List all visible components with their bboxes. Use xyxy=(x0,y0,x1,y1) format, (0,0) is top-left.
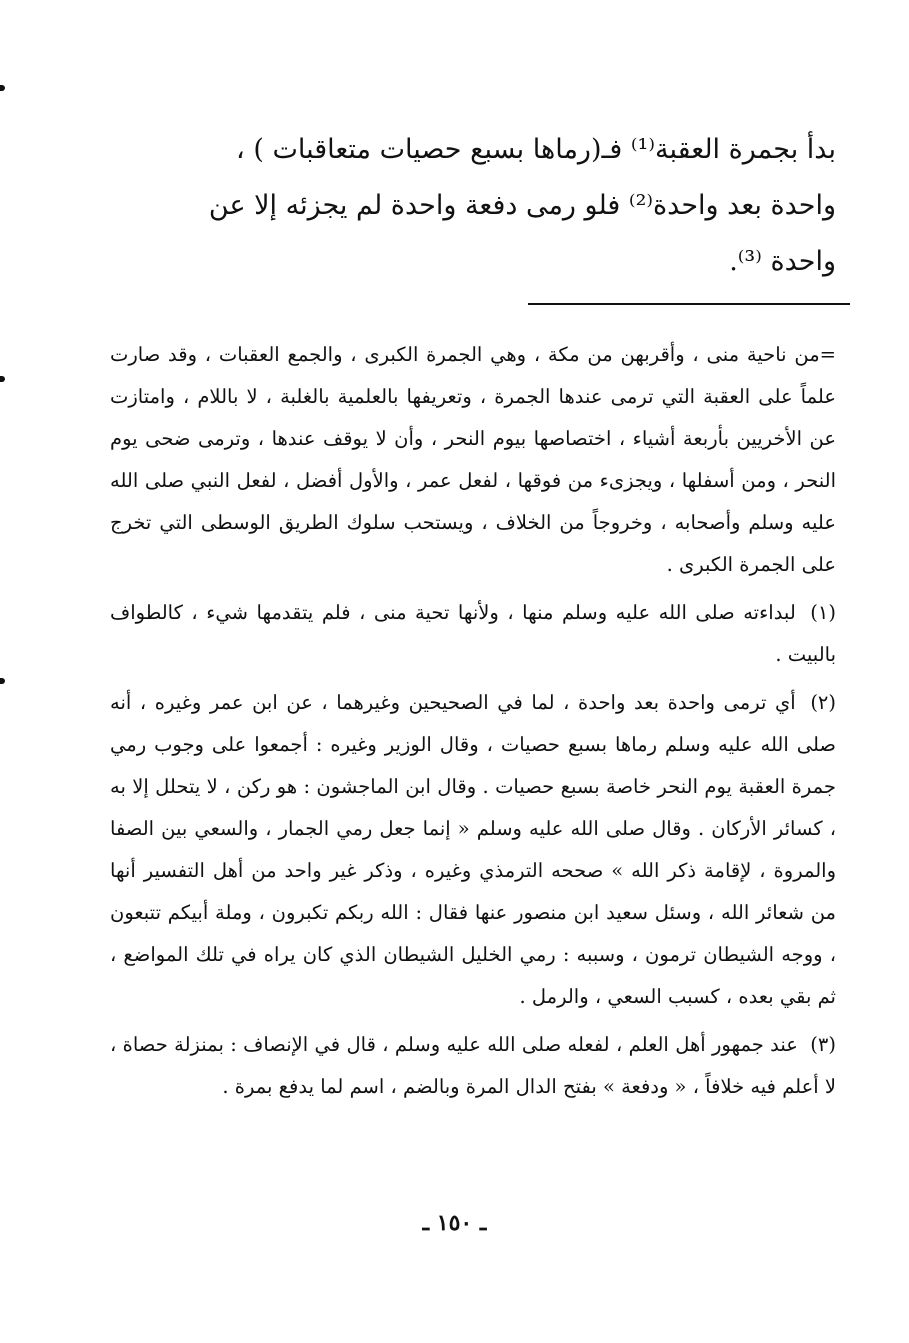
footnote-number: (٢) xyxy=(810,691,837,714)
main-text-line: بدأ بجمرة العقبة⁽¹⁾ فـ(رماها بسبع حصيات متعاقبات ) ، xyxy=(236,134,836,165)
binding-mark xyxy=(0,678,5,684)
footnote-1 xyxy=(110,592,836,676)
footnote-continued: =من ناحية منى ، وأقربهن من مكة ، وهي الجمرة الكبرى ، والجمع العقبات ، وقد صارت علماً على العقبة التي ترمى عندها الجمرة ، وتعريفها بالعلمية بالغلبة ، لا باللام ، وامتازت عن الأخريين بأربعة أشياء ، اختصاصها بيوم النحر ، وأن لا يوقف عندها ، وترمى ضحى يوم النحر ، ومن أسفلها ، ويجزىء من فوقها ، لفعل عمر ، والأول أفضل ، لفعل النبي صلى الله عليه وسلم وأصحابه ، وخروجاً من الخلاف ، ويستحب سلوك الطريق الوسطى التي تخرج على الجمرة الكبرى . xyxy=(110,343,836,576)
footnote-text: عند جمهور أهل العلم ، لفعله صلى الله عليه وسلم ، قال في الإنصاف : بمنزلة حصاة ، لا أعلم فيه خلافاً ، « ودفعة » بفتح الدال المرة وبالضم ، اسم لما يدفع بمرة . xyxy=(110,1033,836,1098)
binding-mark xyxy=(0,376,5,382)
main-text xyxy=(110,122,836,290)
main-text-line: واحدة بعد واحدة⁽²⁾ فلو رمى دفعة واحدة لم يجزئه إلا عن xyxy=(208,190,836,221)
main-text-line: واحدة ⁽³⁾. xyxy=(729,246,836,277)
footnote-divider xyxy=(528,303,850,305)
footnote-number: (٣) xyxy=(810,1033,836,1056)
footnote-text: أي ترمى واحدة بعد واحدة ، لما في الصحيحين وغيرهما ، عن ابن عمر وغيره ، أنه صلى الله عليه وسلم رماها بسبع حصيات ، وقال الوزير وغيره : أجمعوا على وجوب رمي جمرة العقبة يوم النحر خاصة بسبع حصيات . وقال ابن الماجشون : هو ركن ، لا يتحلل إلا به ، كسائر الأركان . وقال صلى الله عليه وسلم « إنما جعل رمي الجمار ، والسعي بين الصفا والمروة ، لإقامة ذكر الله » صححه الترمذي وغيره ، وذكر غير واحد من أهل التفسير أنها من شعائر الله ، وسئل سعيد ابن منصور عنها فقال : الله ربكم تكبرون ، وملة أبيكم تتبعون ، ووجه الشيطان ترمون ، وسببه : رمي الخليل الشيطان الذي كان يراه في تلك المواضع ، ثم بقي بعده ، كسبب السعي ، والرمل . xyxy=(110,691,836,1008)
footnote-text: لبداءته صلى الله عليه وسلم منها ، ولأنها تحية منى ، فلم يتقدمها شيء ، كالطواف بالبيت . xyxy=(110,601,836,666)
binding-mark xyxy=(0,85,5,91)
footnotes xyxy=(110,334,836,1114)
page-number: ـ ١٥٠ ـ xyxy=(422,1210,487,1236)
footnote-3 xyxy=(110,1024,836,1108)
footnote-number: (١) xyxy=(810,601,836,624)
footnote-2 xyxy=(110,682,836,1018)
